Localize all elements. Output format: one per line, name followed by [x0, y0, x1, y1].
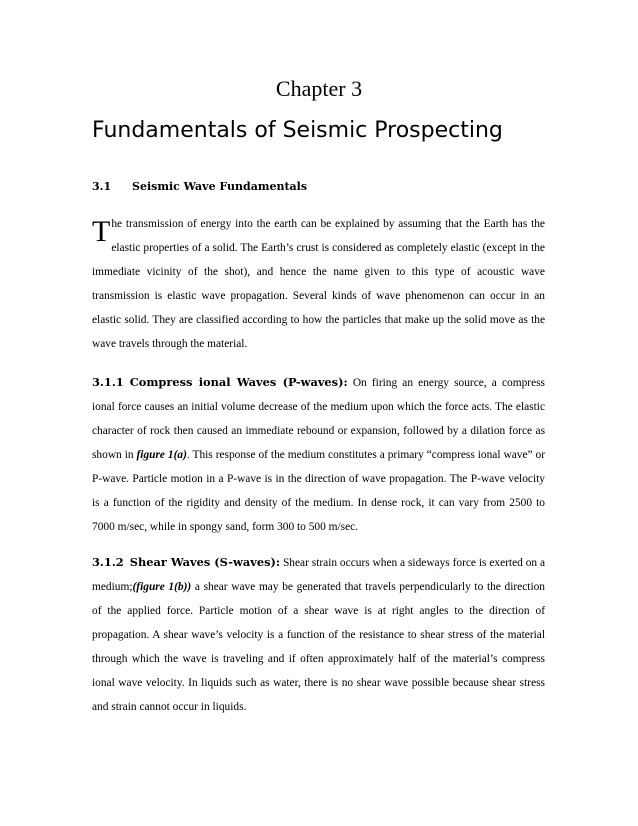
- section-heading: [92, 179, 552, 195]
- s-waves-figure-ref: (figure 1(b)): [132, 581, 192, 593]
- p-waves-heading: [92, 375, 348, 389]
- intro-text: he transmission of energy into the earth can be explained by assuming that the Earth has the elastic properties of a solid. The Earth’s crust is considered as completely elastic (except in the immediate vicinity of the shot), and hence the name given to this type of acoustic wave transmission is elastic wave propagation. Several kinds of wave phenomenon can occur in an elastic solid. They are classified according to how the particles that make up the solid move as the wave travels through the material.: [92, 218, 545, 350]
- chapter-label: Chapter 3: [275, 76, 363, 101]
- s-waves-text-b: a shear wave may be generated that travels perpendicularly to the direction of the applied force. Particle motion of a shear wave is at right angles to the direction of propagation. A shear wave’s velocity is a function of the resistance to shear stress of the material through which the wave is traveling and if often approximately half of the material’s compress ional wave velocity. In liquids such as water, there is no shear wave possible because shear stress and strain cannot occur in liquids.: [92, 581, 545, 713]
- s-waves-paragraph: [92, 550, 545, 719]
- drop-cap: T: [92, 215, 111, 248]
- chapter-title: Fundamentals of Seismic Prospecting: [92, 118, 503, 143]
- s-waves-heading: [92, 555, 280, 569]
- p-waves-figure-ref: figure 1(a): [136, 449, 187, 461]
- s-waves-heading-text: Shear Waves (S-waves):: [129, 555, 281, 569]
- s-waves-number: 3.1.2: [92, 555, 124, 569]
- p-waves-paragraph: [92, 370, 545, 539]
- section-title: Seismic Wave Fundamentals: [132, 180, 308, 193]
- s-waves-text-a: Shear strain occurs when a sideways force is exerted on a medium;: [92, 557, 546, 593]
- section-number: 3.1: [92, 180, 112, 193]
- p-waves-number: 3.1.1: [92, 375, 124, 389]
- intro-paragraph: [92, 212, 545, 356]
- p-waves-text-a: On firing an energy source, a compress ional force causes an initial volume decrease of the medium upon which the force acts. The elastic character of rock then caused an immediate rebound or expansion, followed by a dilation force as shown in: [92, 377, 545, 461]
- p-waves-heading-text: Compress ional Waves (P-waves):: [129, 375, 348, 389]
- p-waves-text-b: . This response of the medium constitutes a primary “compress ional wave” or P-wave. Particle motion in a P-wave is in the direction of wave propagation. The P-wave velocity is a function of the rigidity and density of the medium. In dense rock, it can vary from 2500 to 7000 m/sec, while in spongy sand, form 300 to 500 m/sec.: [92, 449, 545, 533]
